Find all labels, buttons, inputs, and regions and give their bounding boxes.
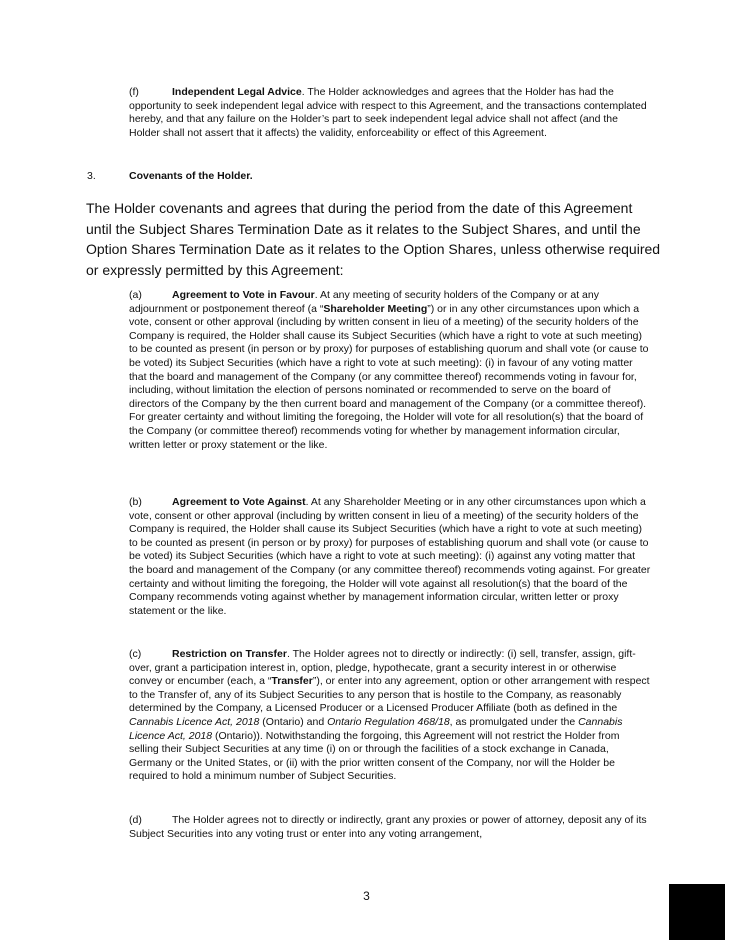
paragraph-c-text-1: . The Holder agrees not to directly or indirectly: (i) sell, transfer, assign, gift-over, grant a participation interest in, option, pledge, hypothecate, grant a security interest in or otherwise convey or encumber (each, a “ [129,648,636,688]
paragraph-c-defined-term: Transfer [271,675,313,688]
paragraph-d-text: The Holder agrees not to directly or indirectly, grant any proxies or power of attorney, deposit any of its Subject Securities into any voting trust or enter into any voting arrangement, [129,814,647,840]
redaction-box [669,884,725,940]
paragraph-a-heading: Agreement to Vote in Favour [172,289,315,301]
paragraph-b-heading: Agreement to Vote Against [172,496,306,508]
paragraph-c-number: (c) [129,648,142,660]
section-3-number: 3. [87,170,96,182]
paragraph-c-text-4: , as promulgated under the [449,715,579,728]
page-number: 3 [363,889,370,903]
paragraph-c [129,648,651,784]
paragraph-f-heading: Independent Legal Advice [172,86,302,98]
paragraph-c-italic-1: Cannabis Licence Act, 2018 [129,715,260,728]
paragraph-f [129,86,651,140]
paragraph-b-number: (b) [129,496,142,508]
paragraph-c-italic-2: Ontario Regulation 468/18 [327,715,450,728]
paragraph-c-text-5: (Ontario)). Notwithstanding the forgoing, this Agreement will not restrict the Holder from selling their Subject Securities at any time (i) on or through the facilities of a stock exchange in Canada, Germany or the United States, or (ii) with the prior written consent of the Company, nor will the Holder be required to hold a minimum number of Subject Securities. [129,729,620,783]
section-3-heading [87,170,253,184]
paragraph-b-text: . At any Shareholder Meeting or in any other circumstances upon which a vote, consent or other approval (including by written consent in lieu of a meeting) of the security holders of the Company is required, the Holder shall cause its Subject Securities (which have a right to vote at such meeting) to be counted as present (in person or by proxy) for purposes of establishing quorum and shall vote (or cause to be voted) its Subject Securities (which have a right to vote at such meeting): (i) against any voting matter that the board and management of the Company (or any committee thereof) recommends voting against. For greater certainty and without limiting the foregoing, the Holder will vote against all resolution(s) that the board of the Company recommends voting against whether by management information circular, written letter or proxy statement or the like. [129,496,651,617]
paragraph-f-text: . The Holder acknowledges and agrees that the Holder has had the opportunity to seek independent legal advice with respect to this Agreement, and the transactions contemplated hereby, and that any failure on the Holder’s part to seek independent legal advice shall not affect (and the Holder shall not assert that it affects) the validity, enforceability or effect of this Agreement. [129,86,647,139]
paragraph-d-number: (d) [129,814,142,826]
paragraph-c-heading: Restriction on Transfer [172,648,287,660]
paragraph-f-number: (f) [129,86,139,98]
paragraph-a [129,289,651,452]
lead-paragraph: The Holder covenants and agrees that during the period from the date of this Agreement until the Subject Shares Termination Date as it relates to the Subject Shares, and until the Option Shares Termination Date as it relates to the Option Shares, unless otherwise required or expressly permitted by this Agreement: [86,200,661,278]
paragraph-c-text-2: ”), or enter into any agreement, option or other arrangement with respect to the Transfer of, any of its Subject Securities to any person that is hostile to the Company, as reasonably determined by the Company, a Licensed Producer or a Licensed Producer Affiliate (both as defined in the [129,675,650,715]
paragraph-a-text-1: . At any meeting of security holders of the Company or at any adjournment or postponement thereof (a “ [129,289,599,315]
paragraph-c-text-3: (Ontario) and [259,715,328,728]
paragraph-c-italic-3: Cannabis Licence Act, 2018 [129,715,623,742]
paragraph-a-number: (a) [129,289,142,301]
paragraph-d [129,814,651,841]
paragraph-a-text-2: ”) or in any other circumstances upon which a vote, consent or other approval (including by written consent in lieu of a meeting) of the security holders of the Company is required, the Holder shall cause its Subject Securities (which have a right to vote at such meeting) to be counted as present (in person or by proxy) for purposes of establishing quorum and shall vote (or cause to be voted) its Subject Securities (which have a right to vote at such meeting): (i) in favour of any voting matter that the board and management of the Company (or any committee thereof) recommends voting in favour for, including, without limitation the election of persons nominated or recommended to serve on the board of directors of the Company by the then current board and management of the Company (or a committee thereof). For greater certainty and without limiting the foregoing, the Holder will vote for all resolution(s) that the board of the Company (or committee thereof) recommends voting for whether by management information circular, written letter or proxy statement or the like. [129,302,649,451]
paragraph-b [129,496,651,618]
paragraph-a-defined-term: Shareholder Meeting [323,302,428,315]
section-3-title: Covenants of the Holder. [129,170,253,182]
